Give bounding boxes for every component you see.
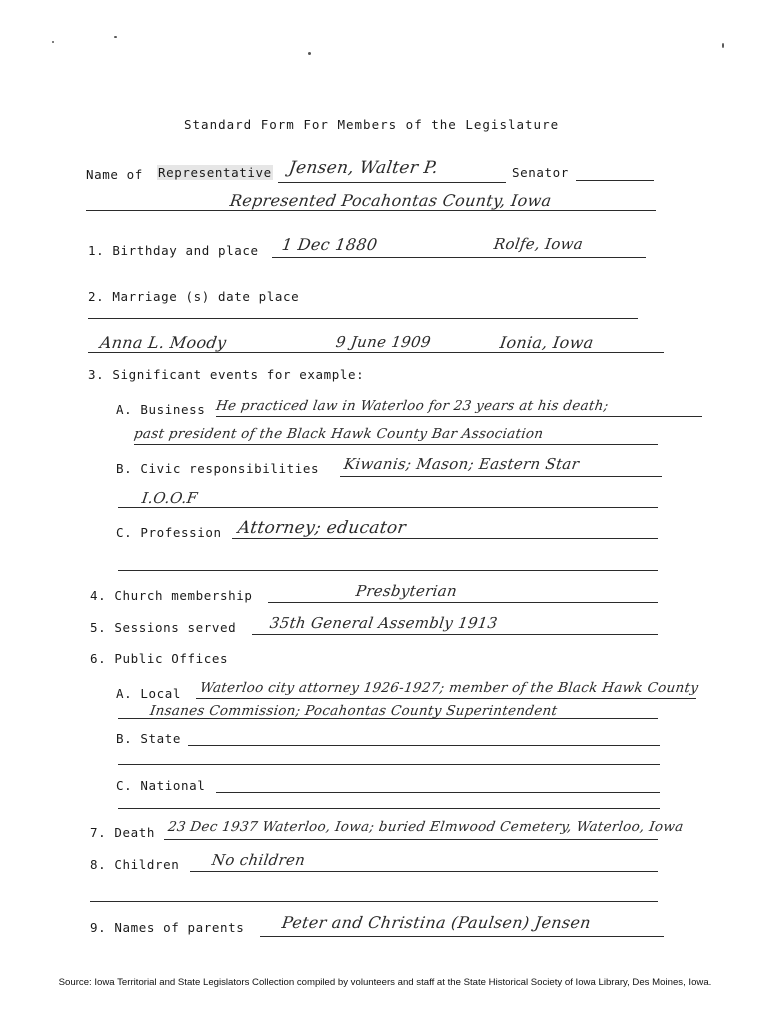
parents-line bbox=[260, 936, 664, 937]
civic-value-2: I.O.O.F bbox=[140, 489, 199, 507]
national-line-2 bbox=[118, 808, 660, 809]
profession-line-1 bbox=[232, 538, 658, 539]
scan-speck bbox=[114, 36, 117, 38]
state-line-1 bbox=[188, 745, 660, 746]
business-line-1 bbox=[216, 416, 702, 417]
children-value: No children bbox=[210, 851, 307, 869]
representative-label: Representative bbox=[158, 165, 272, 180]
state-label: B. State bbox=[116, 731, 182, 746]
state-line-2 bbox=[118, 764, 660, 765]
national-label: C. National bbox=[116, 778, 206, 793]
children-label: 8. Children bbox=[90, 857, 180, 872]
marriage-label: 2. Marriage (s) date place bbox=[88, 289, 300, 304]
birth-place-value: Rolfe, Iowa bbox=[492, 235, 585, 253]
scan-speck bbox=[52, 41, 54, 43]
church-value: Presbyterian bbox=[354, 582, 459, 600]
senator-line bbox=[576, 180, 654, 181]
church-line bbox=[268, 602, 658, 603]
business-label: A. Business bbox=[116, 402, 206, 417]
birth-date-value: 1 Dec 1880 bbox=[280, 235, 379, 254]
children-line bbox=[190, 871, 658, 872]
marriage-place-value: Ionia, Iowa bbox=[498, 333, 595, 352]
profession-value: Attorney; educator bbox=[236, 518, 408, 538]
name-value: Jensen, Walter P. bbox=[287, 158, 440, 178]
business-value-2: past president of the Black Hawk County Bar Association bbox=[132, 426, 545, 442]
local-value-1: Waterloo city attorney 1926-1927; member of the Black Hawk County bbox=[198, 680, 700, 696]
civic-value-1: Kiwanis; Mason; Eastern Star bbox=[342, 455, 581, 473]
birthday-line bbox=[272, 257, 646, 258]
represented-line bbox=[86, 210, 656, 211]
parents-value: Peter and Christina (Paulsen) Jensen bbox=[280, 913, 593, 932]
sessions-line bbox=[252, 634, 658, 635]
significant-events-label: 3. Significant events for example: bbox=[88, 367, 365, 382]
local-line-1 bbox=[196, 698, 696, 699]
name-line bbox=[278, 182, 506, 183]
local-value-2: Insanes Commission; Pocahontas County Superintendent bbox=[148, 703, 559, 719]
civic-label: B. Civic responsibilities bbox=[116, 461, 320, 476]
marriage-line-1 bbox=[88, 318, 638, 319]
scan-speck bbox=[722, 43, 724, 48]
scan-speck bbox=[308, 52, 311, 55]
local-line-2 bbox=[118, 718, 658, 719]
civic-line-1 bbox=[340, 476, 662, 477]
children-line-2 bbox=[90, 901, 658, 902]
death-value: 23 Dec 1937 Waterloo, Iowa; buried Elmwood Cemetery, Waterloo, Iowa bbox=[166, 819, 685, 835]
represented-value: Represented Pocahontas County, Iowa bbox=[228, 191, 553, 210]
birthday-label: 1. Birthday and place bbox=[88, 243, 259, 258]
church-label: 4. Church membership bbox=[90, 588, 253, 603]
business-value-1: He practiced law in Waterloo for 23 years at his death; bbox=[214, 398, 610, 414]
business-line-2 bbox=[134, 444, 658, 445]
sessions-label: 5. Sessions served bbox=[90, 620, 237, 635]
civic-line-2 bbox=[118, 507, 658, 508]
profession-label: C. Profession bbox=[116, 525, 222, 540]
name-label: Name of bbox=[86, 167, 143, 182]
local-label: A. Local bbox=[116, 686, 182, 701]
spouse-value: Anna L. Moody bbox=[98, 333, 228, 352]
profession-line-2 bbox=[118, 570, 658, 571]
senator-label: Senator bbox=[512, 165, 569, 180]
public-offices-label: 6. Public Offices bbox=[90, 651, 229, 666]
marriage-line-2 bbox=[88, 352, 664, 353]
death-label: 7. Death bbox=[90, 825, 156, 840]
parents-label: 9. Names of parents bbox=[90, 920, 245, 935]
marriage-date-value: 9 June 1909 bbox=[334, 333, 433, 351]
source-credit: Source: Iowa Territorial and State Legislators Collection compiled by volunteers and staff at the State Historical Society of Iowa Library, Des Moines, Iowa. bbox=[58, 977, 712, 988]
national-line-1 bbox=[216, 792, 660, 793]
sessions-value: 35th General Assembly 1913 bbox=[268, 614, 499, 632]
death-line bbox=[164, 839, 658, 840]
form-title: Standard Form For Members of the Legislature bbox=[184, 117, 560, 132]
